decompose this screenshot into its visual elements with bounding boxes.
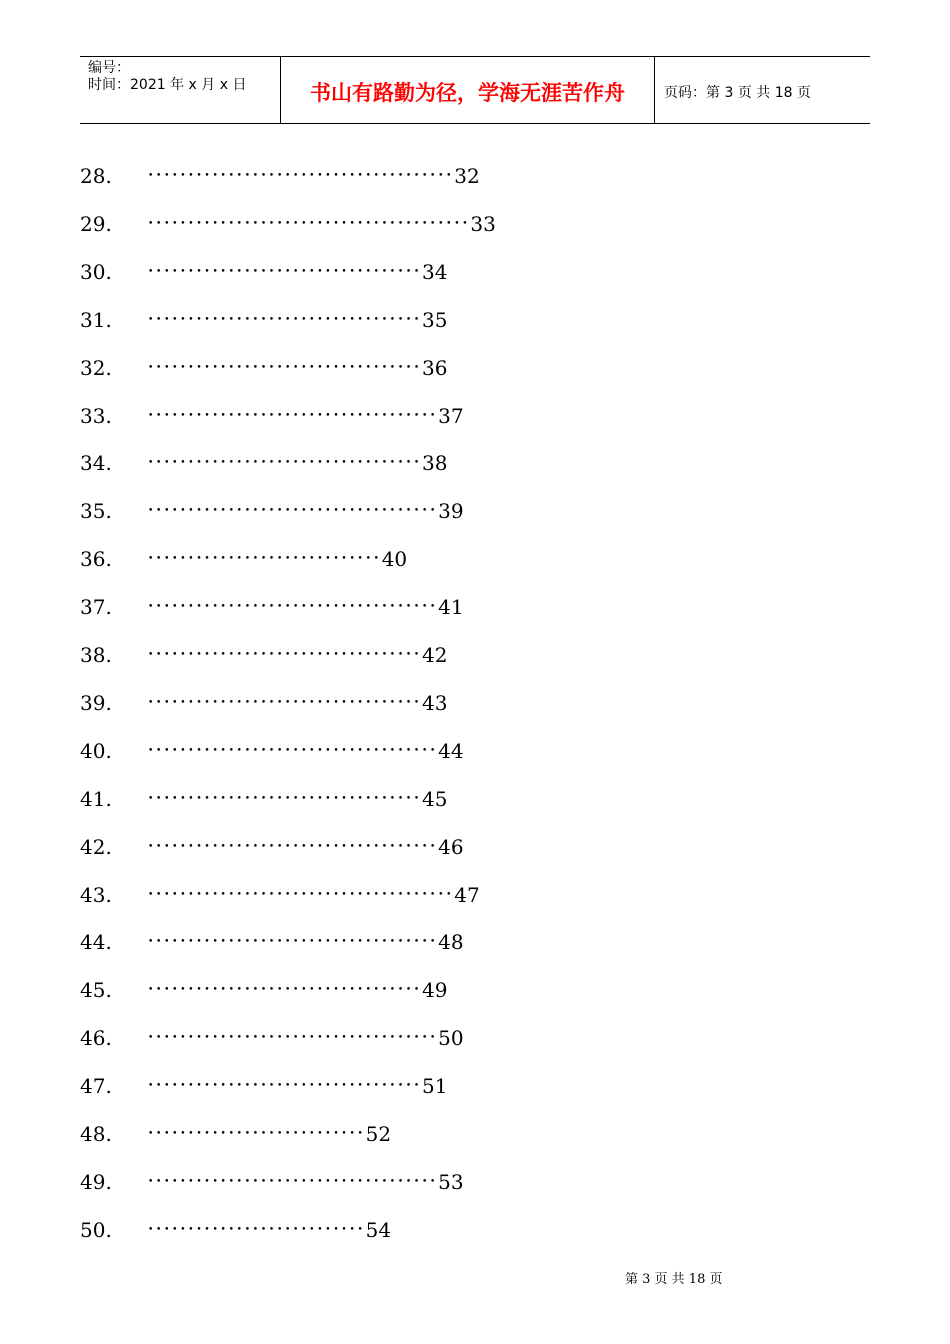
toc-leader-dots: ••••••••••••••••••••••••••••••••••••••: [148, 171, 455, 181]
serial-label: 编号：: [88, 60, 130, 76]
toc-entry-page: 44: [438, 738, 464, 763]
toc-entry-number: 46.: [80, 1026, 112, 1051]
toc-entry-number: 50.: [80, 1217, 112, 1242]
page-footer: 第 3 页 共 18 页: [625, 1272, 723, 1287]
header-meta: [80, 57, 281, 123]
toc-entry-page: 51: [422, 1074, 448, 1099]
toc-entry: [80, 400, 464, 432]
toc-entry-number: 34.: [80, 451, 112, 476]
toc-entry: [80, 256, 447, 288]
toc-entry-number: 49.: [80, 1169, 112, 1194]
toc-entry-number: 32.: [80, 355, 112, 380]
toc-entry-page: 38: [422, 451, 448, 476]
toc-entry-page: 37: [438, 403, 464, 428]
toc-leader-dots: ••••••••••••••••••••••••••••••••••: [148, 697, 422, 708]
toc-entry-page: 52: [365, 1122, 392, 1146]
toc-entry-number: 31.: [80, 307, 112, 332]
toc-entry-page: 45: [422, 786, 448, 811]
toc-leader-dots: •••••••••••••••••••••••••••: [148, 1224, 366, 1235]
toc-entry-page: 40: [381, 547, 408, 572]
toc-leader-dots: ••••••••••••••••••••••••••••••••••••: [148, 602, 439, 613]
toc-entry: [80, 160, 480, 192]
toc-leader-dots: ••••••••••••••••••••••••••••••••••: [148, 793, 422, 804]
toc-entry: [80, 926, 464, 958]
toc-entry-number: 47.: [80, 1074, 112, 1099]
toc-entry-number: 36.: [80, 547, 112, 572]
toc-entry-number: 37.: [80, 595, 112, 620]
toc-entry: [80, 304, 447, 336]
toc-leader-dots: ••••••••••••••••••••••••••••••••••••: [148, 1176, 439, 1187]
toc-entry-page: 53: [438, 1169, 464, 1194]
toc-entry: [80, 831, 464, 863]
toc-entry-number: 45.: [80, 978, 112, 1003]
toc-leader-dots: ••••••••••••••••••••••••••••••••••••: [148, 937, 439, 948]
toc-entry: [80, 543, 407, 575]
toc-entry: [80, 974, 447, 1006]
toc-entry-page: 34: [422, 259, 448, 284]
toc-entry-number: 39.: [80, 690, 112, 715]
toc-entry-number: 41.: [80, 786, 112, 811]
toc-leader-dots: ••••••••••••••••••••••••••••••••••••: [148, 410, 439, 421]
toc-entry-page: 50: [438, 1026, 464, 1051]
toc-entry-page: 47: [454, 882, 480, 907]
toc-entry-page: 48: [438, 930, 464, 955]
toc-entry-page: 41: [438, 595, 464, 620]
toc-leader-dots: ••••••••••••••••••••••••••••••••••••••••: [148, 218, 471, 229]
toc-leader-dots: ••••••••••••••••••••••••••••••••••: [148, 314, 422, 325]
toc-entry: [80, 495, 464, 527]
toc-entry-page: 33: [470, 211, 496, 236]
time-label: 时间：2021 年 x 月 x 日: [88, 77, 247, 93]
toc-entry-number: 29.: [80, 211, 112, 236]
toc-entry-number: 48.: [80, 1122, 112, 1146]
toc-entry: [80, 591, 464, 623]
toc-entry: [80, 1022, 464, 1054]
toc-entry-page: 43: [422, 690, 448, 715]
toc-leader-dots: ••••••••••••••••••••••••••••••••••••: [148, 841, 439, 852]
toc-entry-page: 32: [454, 164, 480, 188]
toc-entry-number: 38.: [80, 643, 112, 667]
toc-entry-page: 46: [438, 834, 464, 859]
toc-entry-number: 44.: [80, 930, 112, 955]
toc-entry: [80, 783, 447, 815]
toc-entry-number: 28.: [80, 164, 112, 188]
header-motto: 书山有路勤为径，学海无涯苦作舟: [281, 57, 655, 123]
toc-entry-page: 36: [422, 355, 448, 380]
toc-entry-number: 40.: [80, 738, 112, 763]
toc-entry: [80, 1166, 464, 1198]
toc-entry: [80, 1214, 391, 1246]
toc-entry-number: 33.: [80, 403, 112, 428]
toc-entry-number: 35.: [80, 499, 112, 524]
page-header: [80, 56, 870, 124]
toc-entry: [80, 208, 496, 240]
toc-leader-dots: •••••••••••••••••••••••••••••: [148, 554, 382, 565]
toc-entry-page: 39: [438, 499, 464, 524]
toc-entry-page: 54: [365, 1217, 392, 1242]
toc-leader-dots: ••••••••••••••••••••••••••••••••••: [148, 266, 422, 277]
toc-leader-dots: ••••••••••••••••••••••••••••••••••: [148, 650, 422, 660]
toc-leader-dots: ••••••••••••••••••••••••••••••••••: [148, 362, 422, 373]
toc-entry: [80, 1070, 447, 1102]
toc-entry-number: 30.: [80, 259, 112, 284]
toc-entry: [80, 1118, 391, 1150]
toc-entry: [80, 735, 464, 767]
toc-entry-page: 42: [422, 643, 448, 667]
toc-entry: [80, 352, 447, 384]
toc-leader-dots: ••••••••••••••••••••••••••••••••••••: [148, 506, 439, 517]
toc-entry-page: 49: [422, 978, 448, 1003]
toc-leader-dots: •••••••••••••••••••••••••••: [148, 1129, 366, 1139]
toc-leader-dots: ••••••••••••••••••••••••••••••••••••: [148, 745, 439, 756]
toc-entry-page: 35: [422, 307, 448, 332]
toc-leader-dots: ••••••••••••••••••••••••••••••••••: [148, 1081, 422, 1092]
toc-leader-dots: ••••••••••••••••••••••••••••••••••••••: [148, 889, 455, 900]
toc-leader-dots: ••••••••••••••••••••••••••••••••••: [148, 458, 422, 469]
toc-entry-number: 42.: [80, 834, 112, 859]
toc-entry-number: 43.: [80, 882, 112, 907]
toc-entry: [80, 879, 480, 911]
toc-entry: [80, 639, 447, 671]
toc-leader-dots: ••••••••••••••••••••••••••••••••••: [148, 985, 422, 996]
toc-entry: [80, 687, 447, 719]
header-page-code: 页码：第 3 页 共 18 页: [664, 85, 811, 101]
toc-entry: [80, 447, 447, 479]
toc-leader-dots: ••••••••••••••••••••••••••••••••••••: [148, 1033, 439, 1044]
